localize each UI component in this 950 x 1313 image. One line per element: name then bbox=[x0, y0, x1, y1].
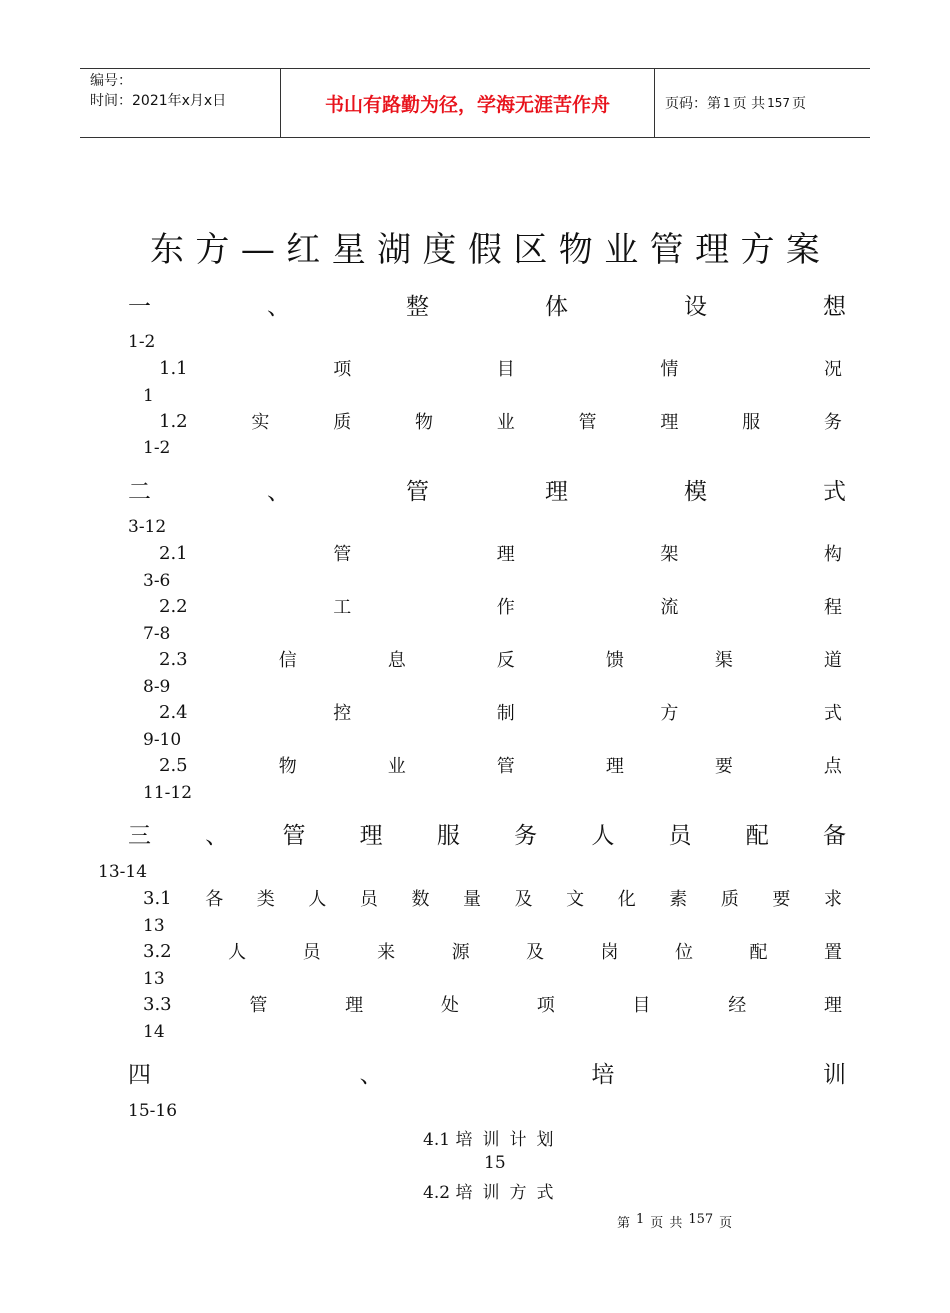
toc-text: 点 bbox=[823, 756, 842, 777]
toc-text: 服 bbox=[742, 412, 761, 433]
toc-text: 2.4 bbox=[159, 701, 188, 723]
title-char: 湖 bbox=[377, 230, 412, 270]
toc-text: 理 bbox=[545, 478, 568, 505]
toc-text: 类 bbox=[256, 889, 275, 910]
toc-text: 配 bbox=[749, 942, 768, 963]
number-label: 编号： bbox=[90, 73, 132, 89]
toc-text: 管 bbox=[578, 412, 597, 433]
toc-text: 管 bbox=[249, 995, 268, 1016]
toc-pages: 15 bbox=[484, 1153, 506, 1173]
toc-section-1[interactable] bbox=[128, 288, 846, 320]
toc-pages: 13 bbox=[143, 916, 165, 936]
toc-text: 架 bbox=[660, 544, 679, 565]
toc-text: 化 bbox=[617, 889, 636, 910]
toc-pages: 3-12 bbox=[128, 517, 167, 537]
toc-text: 实 bbox=[251, 412, 270, 433]
toc-text: 物 bbox=[414, 412, 433, 433]
toc-item-4-1[interactable] bbox=[423, 1125, 553, 1150]
footer-page2: 页 bbox=[719, 1216, 733, 1231]
toc-pages: 9-10 bbox=[143, 730, 182, 750]
toc-text: 流 bbox=[660, 597, 679, 618]
toc-text: 配 bbox=[745, 822, 769, 849]
toc-text: 要 bbox=[772, 889, 791, 910]
title-char: 理 bbox=[695, 230, 730, 270]
toc-text: 目 bbox=[496, 359, 515, 380]
page-current: 1 bbox=[723, 96, 731, 110]
toc-text: 数 bbox=[411, 889, 430, 910]
toc-text: 及 bbox=[526, 942, 545, 963]
toc-text: 管 bbox=[406, 478, 429, 505]
toc-text: 3.2 bbox=[143, 940, 172, 962]
toc-text: 模 bbox=[684, 478, 707, 505]
page-title bbox=[150, 228, 820, 272]
toc-text: 构 bbox=[823, 544, 842, 565]
toc-text: 信 bbox=[278, 650, 297, 671]
toc-text: 人 bbox=[308, 889, 327, 910]
toc-text: 理 bbox=[345, 995, 364, 1016]
toc-pages: 13-14 bbox=[98, 862, 148, 882]
toc-text: 备 bbox=[822, 822, 846, 849]
toc-text: 1.1 bbox=[159, 357, 188, 379]
toc-text: 式 bbox=[536, 1183, 554, 1203]
header-motto: 书山有路勤为径，学海无涯苦作舟 bbox=[281, 69, 655, 137]
title-char: 红 bbox=[286, 230, 321, 270]
toc-text: 理 bbox=[496, 544, 515, 565]
toc-text: 、 bbox=[205, 822, 229, 849]
toc-text: 项 bbox=[536, 995, 555, 1016]
document-header bbox=[80, 68, 870, 138]
toc-text: 4.1 培 bbox=[423, 1130, 473, 1150]
toc-text: 二 bbox=[128, 478, 151, 505]
toc-text: 理 bbox=[359, 822, 383, 849]
toc-text: 方 bbox=[509, 1183, 527, 1203]
page-prefix: 页码：第 bbox=[665, 96, 721, 112]
toc-text: 程 bbox=[823, 597, 842, 618]
toc-text: 经 bbox=[728, 995, 747, 1016]
toc-text: 来 bbox=[377, 942, 396, 963]
toc-pages: 1-2 bbox=[128, 332, 156, 352]
title-char: 星 bbox=[331, 230, 366, 270]
toc-text: 一 bbox=[128, 293, 151, 320]
toc-text: 员 bbox=[302, 942, 321, 963]
toc-text: 各 bbox=[205, 889, 224, 910]
toc-text: 2.3 bbox=[159, 648, 188, 670]
toc-text: 四 bbox=[128, 1061, 151, 1088]
toc-pages: 1-2 bbox=[143, 438, 171, 458]
toc-text: 人 bbox=[591, 822, 615, 849]
toc-pages: 8-9 bbox=[143, 677, 171, 697]
toc-item-2-5[interactable] bbox=[159, 752, 842, 778]
toc-text: 物 bbox=[278, 756, 297, 777]
toc-text: 况 bbox=[823, 359, 842, 380]
toc-text: 理 bbox=[605, 756, 624, 777]
toc-pages: 14 bbox=[143, 1022, 165, 1042]
toc-item-2-3[interactable] bbox=[159, 646, 842, 672]
toc-text: 目 bbox=[632, 995, 651, 1016]
toc-text: 三 bbox=[128, 822, 151, 849]
page-footer bbox=[617, 1212, 732, 1231]
toc-text: 处 bbox=[440, 995, 459, 1016]
toc-item-4-2[interactable] bbox=[423, 1178, 553, 1203]
toc-text: 理 bbox=[824, 995, 842, 1016]
toc-text: 人 bbox=[228, 942, 247, 963]
toc-text: 服 bbox=[436, 822, 460, 849]
title-char: 物 bbox=[558, 230, 593, 270]
toc-text: 素 bbox=[669, 889, 688, 910]
toc-text: 置 bbox=[824, 942, 842, 963]
toc-text: 制 bbox=[496, 703, 515, 724]
toc-text: 3.3 bbox=[143, 993, 172, 1015]
toc-text: 1.2 bbox=[159, 410, 188, 432]
toc-text: 务 bbox=[514, 822, 538, 849]
toc-text: 求 bbox=[823, 889, 842, 910]
toc-text: 质 bbox=[333, 412, 352, 433]
toc-text: 渠 bbox=[714, 650, 733, 671]
toc-text: 工 bbox=[333, 597, 352, 618]
toc-pages: 7-8 bbox=[143, 624, 171, 644]
toc-text: 道 bbox=[823, 650, 842, 671]
toc-text: 训 bbox=[482, 1183, 500, 1203]
toc-text: 式 bbox=[823, 478, 846, 505]
toc-text: 、 bbox=[267, 293, 290, 320]
title-char: 案 bbox=[785, 230, 820, 270]
toc-text: 及 bbox=[514, 889, 533, 910]
toc-text: 、 bbox=[267, 478, 290, 505]
toc-text: 位 bbox=[675, 942, 694, 963]
header-page-cell bbox=[655, 69, 870, 137]
toc-text: 文 bbox=[566, 889, 585, 910]
toc-text: 3.1 bbox=[143, 887, 172, 909]
toc-text: 业 bbox=[496, 412, 515, 433]
toc-text: 管 bbox=[282, 822, 306, 849]
toc-text: 情 bbox=[660, 359, 679, 380]
page-total: 157 bbox=[767, 96, 790, 110]
toc-text: 、 bbox=[359, 1061, 383, 1088]
header-meta-cell bbox=[80, 69, 281, 137]
title-char: 假 bbox=[467, 230, 502, 270]
toc-text: 整 bbox=[406, 293, 429, 320]
toc-pages: 3-6 bbox=[143, 571, 171, 591]
toc-item-3-1[interactable] bbox=[143, 885, 842, 911]
time-label: 时间：2021年x月x日 bbox=[90, 93, 227, 109]
toc-text: 式 bbox=[823, 703, 842, 724]
toc-text: 理 bbox=[660, 412, 679, 433]
page-mid: 页 共 bbox=[732, 96, 766, 112]
title-char: 管 bbox=[649, 230, 684, 270]
toc-item-3-3[interactable] bbox=[143, 991, 842, 1017]
toc-text: 量 bbox=[463, 889, 482, 910]
toc-text: 员 bbox=[668, 822, 692, 849]
toc-text: 要 bbox=[714, 756, 733, 777]
toc-item-1-2[interactable] bbox=[159, 408, 842, 434]
toc-text: 源 bbox=[451, 942, 470, 963]
toc-text: 控 bbox=[333, 703, 352, 724]
toc-item-3-2[interactable] bbox=[143, 938, 842, 964]
footer-page1: 页 bbox=[650, 1216, 664, 1231]
toc-item-2-4[interactable] bbox=[159, 699, 842, 725]
toc-text: 反 bbox=[496, 650, 515, 671]
title-char: — bbox=[240, 230, 275, 270]
toc-text: 息 bbox=[387, 650, 406, 671]
toc-text: 设 bbox=[684, 293, 707, 320]
footer-total-label: 共 bbox=[669, 1216, 683, 1231]
toc-text: 管 bbox=[496, 756, 515, 777]
toc-text: 体 bbox=[545, 293, 568, 320]
toc-text: 作 bbox=[496, 597, 515, 618]
footer-current: 1 bbox=[636, 1212, 645, 1227]
toc-section-4[interactable] bbox=[128, 1056, 846, 1088]
page-suffix: 页 bbox=[792, 96, 806, 112]
toc-text: 2.2 bbox=[159, 595, 188, 617]
toc-text: 训 bbox=[482, 1130, 500, 1150]
footer-pre: 第 bbox=[617, 1216, 631, 1231]
toc-text: 训 bbox=[822, 1061, 846, 1088]
footer-total: 157 bbox=[688, 1212, 714, 1227]
toc-text: 馈 bbox=[605, 650, 624, 671]
toc-item-2-1[interactable] bbox=[159, 540, 842, 566]
toc-section-3[interactable] bbox=[128, 817, 846, 849]
toc-pages: 15-16 bbox=[128, 1101, 178, 1121]
toc-text: 员 bbox=[359, 889, 378, 910]
title-char: 东 bbox=[150, 230, 184, 270]
toc-text: 务 bbox=[823, 412, 842, 433]
toc-text: 4.2 培 bbox=[423, 1183, 473, 1203]
title-char: 方 bbox=[195, 230, 230, 270]
toc-section-2[interactable] bbox=[128, 473, 846, 505]
title-char: 度 bbox=[422, 230, 457, 270]
title-char: 区 bbox=[513, 230, 548, 270]
toc-text: 业 bbox=[387, 756, 406, 777]
toc-text: 计 bbox=[509, 1130, 527, 1150]
toc-item-2-2[interactable] bbox=[159, 593, 842, 619]
title-char: 方 bbox=[740, 230, 775, 270]
toc-text: 岗 bbox=[600, 942, 619, 963]
toc-text: 管 bbox=[333, 544, 352, 565]
title-char: 业 bbox=[604, 230, 639, 270]
toc-text: 质 bbox=[720, 889, 739, 910]
toc-text: 方 bbox=[660, 703, 679, 724]
toc-text: 2.5 bbox=[159, 754, 188, 776]
toc-pages: 1 bbox=[143, 386, 154, 406]
toc-item-1-1[interactable] bbox=[159, 355, 842, 381]
toc-text: 划 bbox=[536, 1130, 554, 1150]
toc-pages: 13 bbox=[143, 969, 165, 989]
toc-text: 项 bbox=[333, 359, 352, 380]
toc-pages: 11-12 bbox=[143, 783, 193, 803]
toc-text: 2.1 bbox=[159, 542, 188, 564]
toc-text: 培 bbox=[591, 1061, 615, 1088]
toc-text: 想 bbox=[823, 293, 846, 320]
